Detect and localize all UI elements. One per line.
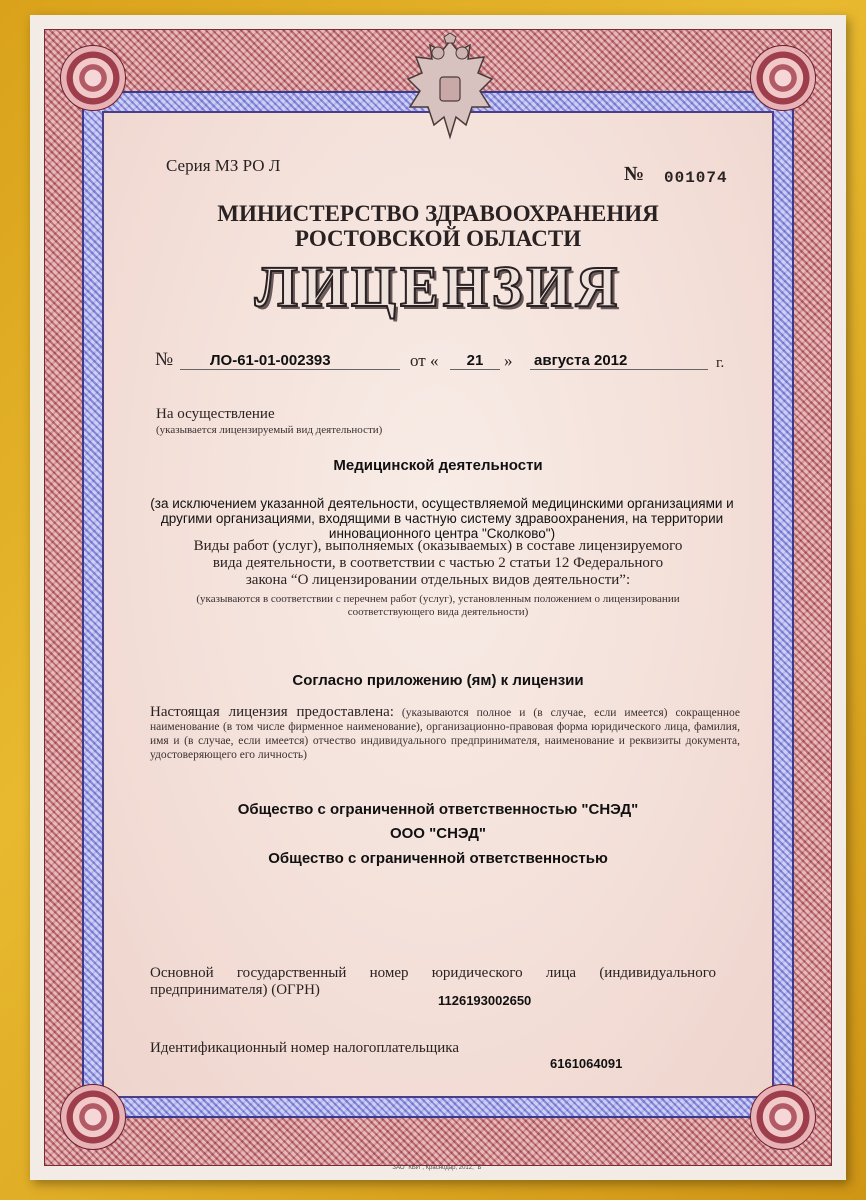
granted-block (150, 705, 740, 762)
license-day: 21 (450, 352, 500, 370)
granted-note: (указываются полное и (в случае, если имеется) сокращенное наименование (в том числе фирменное наименование), организационно-правовая форма юридического лица, фамилия, имя и (в случае, если имеется) отчество индивидуального предпринимателя, наименование и реквизиты документа, удостоверяющего его личность) (150, 707, 740, 761)
activity-value: Медицинской деятельности (333, 457, 543, 474)
license-number-sign: № (155, 349, 174, 370)
works-text-line-3: закона “О лицензировании отдельных видов деятельности”: (245, 572, 631, 588)
works-text-line-2: вида деятельности, в соответствии с частью 2 статьи 12 Федерального (212, 555, 664, 571)
corner-rosette-icon (750, 1084, 816, 1150)
blank-number: 001074 (664, 169, 728, 187)
year-suffix: г. (716, 355, 725, 371)
ministry-line-1: МИНИСТЕРСТВО ЗДРАВООХРАНЕНИЯ (217, 201, 659, 226)
inn-value: 6161064091 (550, 1056, 623, 1071)
date-quote-close: » (504, 351, 513, 370)
corner-rosette-icon (750, 45, 816, 111)
corner-rosette-icon (60, 45, 126, 111)
ogrn-value: 1126193002650 (438, 993, 532, 1008)
license-month-year: августа 2012 (530, 352, 708, 370)
works-note-line-1: (указываются в соответствии с перечнем работ (услуг), установленным положением о лицензировании (196, 593, 680, 605)
corner-rosette-icon (60, 1084, 126, 1150)
license-number: ЛО-61-01-002393 (180, 352, 400, 370)
page-title: ЛИЦЕНЗИЯ (254, 254, 622, 319)
ministry-line-2: РОСТОВСКОЙ ОБЛАСТИ (294, 226, 582, 251)
ogrn-label-line-1: Основной государственный номер юридического лица (индивидуального (150, 965, 716, 981)
activity-note: (указывается лицензируемый вид деятельности) (156, 424, 383, 436)
date-from-label: от « (410, 351, 439, 370)
inn-label: Идентификационный номер налогоплательщика (150, 1040, 460, 1056)
granted-label: Настоящая лицензия предоставлена: (150, 704, 394, 720)
organization-form: Общество с ограниченной ответственностью (268, 850, 608, 867)
activity-label: На осуществление (156, 406, 275, 422)
number-sign: № (624, 163, 645, 185)
works-value: Согласно приложению (ям) к лицензии (292, 672, 584, 689)
coat-of-arms-icon (400, 33, 500, 151)
works-note-line-2: соответствующего вида деятельности) (347, 606, 529, 618)
organization-full-name: Общество с ограниченной ответственностью "СНЭД" (237, 801, 639, 818)
printer-note: ЗАО "КБИ", Краснодар, 2012, "Б" (392, 1165, 484, 1171)
organization-short-name: ООО "СНЭД" (389, 825, 487, 842)
license-sheet (30, 15, 846, 1180)
series-label: Серия МЗ РО Л (166, 156, 281, 175)
ogrn-label-line-2: предпринимателя) (ОГРН) (150, 982, 320, 998)
works-text-line-1: Виды работ (услуг), выполняемых (оказываемых) в составе лицензируемого (193, 538, 683, 554)
activity-exception: (за исключением указанной деятельности, осуществляемой медицинскими организациями и другими организациями, входящими в частную систему здравоохранения, на территории инновационного центра "Сколково") (150, 496, 734, 541)
